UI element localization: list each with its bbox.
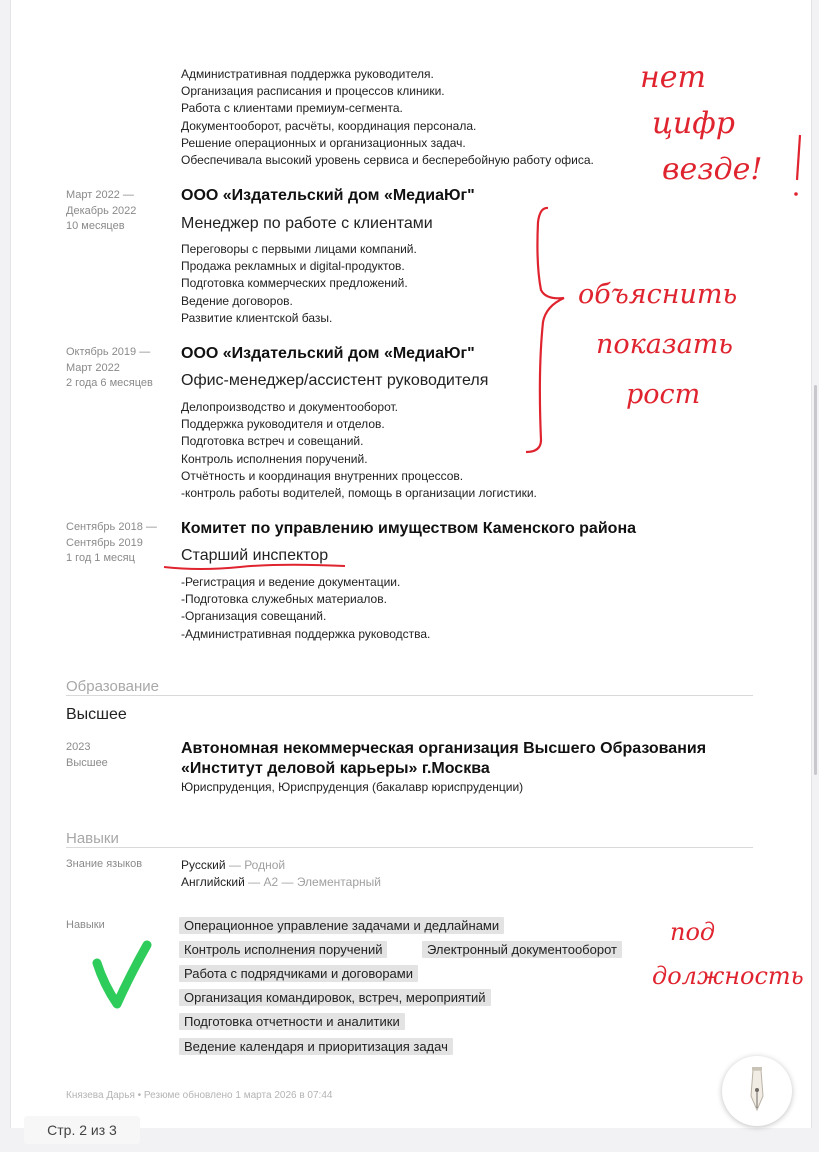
institution-line: «Институт деловой карьеры» г.Москва [181,760,490,777]
education-level: Высшее [66,706,127,723]
duty-line: Поддержка руководителя и отделов. [181,417,385,432]
period-start: Октябрь 2019 — [66,346,151,358]
job-position: Менеджер по работе с клиентами [181,215,433,232]
handwritten-note-growth [578,270,737,420]
company-name: Комитет по управлению имуществом Каменского района [181,520,636,537]
duty-line: Отчётность и координация внутренних процессов. [181,468,464,483]
note-line: рост [626,379,701,410]
job-position: Офис-менеджер/ассистент руководителя [181,372,489,389]
language-level: A2 — Элементарный [263,875,381,889]
skill-tag: Операционное управление задачами и дедлайнами [179,917,504,934]
education-year: 2023 [66,741,91,753]
institution-line: Автономная некоммерческая организация Высшего Образования [181,740,707,757]
resume-footer: Князева Дарья • Резюме обновлено 1 марта 2026 в 07:44 [66,1090,333,1101]
education-section-title: Образование [66,678,159,695]
duty-line: Развитие клиентской базы. [181,310,333,325]
skill-tag: Организация командировок, встреч, мероприятий [179,989,491,1006]
handwritten-note-position [652,910,804,998]
language-name: Русский [181,858,226,872]
language-dash: — [244,875,264,889]
company-name: ООО «Издательский дом «МедиаЮг" [181,345,475,362]
page-indicator: Стр. 2 из 3 [24,1116,140,1144]
handwritten-note-numbers [640,55,762,193]
note-line: нет [640,60,706,95]
education-degree-label: Высшее [66,756,108,769]
duty-line: Делопроизводство и документооборот. [181,400,399,414]
skill-tag: Контроль исполнения поручений [179,941,387,958]
language-dash: — [225,858,245,872]
skills-section-title: Навыки [66,830,119,847]
duty-line: -Организация совещаний. [181,609,327,624]
bracket-mark [526,208,564,452]
skill-tag: Работа с подрядчиками и договорами [179,965,418,982]
period-end: Сентябрь 2019 [66,536,143,549]
period-start: Март 2022 — [66,189,134,201]
duty-line: Переговоры с первыми лицами компаний. [181,242,417,256]
exclamation-dot [794,192,798,196]
note-line: цифр [652,106,735,141]
duty-line: Работа с клиентами премиум-сегмента. [181,101,403,116]
duty-line: Организация расписания и процессов клиники. [181,84,445,99]
duty-line: -Регистрация и ведение документации. [181,575,401,589]
period-duration: 10 месяцев [66,220,125,232]
note-line: везде! [662,152,763,187]
period-duration: 1 год 1 месяц [66,552,135,564]
duty-line: -контроль работы водителей, помощь в организации логистики. [181,486,537,501]
duty-line: -Подготовка служебных материалов. [181,592,387,607]
skill-tag: Подготовка отчетности и аналитики [179,1013,405,1030]
exclamation-stroke [797,135,800,180]
duty-line: Обеспечивала высокий уровень сервиса и бесперебойную работу офиса. [181,153,594,168]
languages-label: Знание языков [66,858,143,870]
note-line: объяснить [578,279,738,310]
period-end: Март 2022 [66,361,120,374]
duty-line: Продажа рекламных и digital-продуктов. [181,259,405,274]
duty-line: Контроль исполнения поручений. [181,451,368,466]
language-level: Родной [244,858,286,872]
underline-mark [164,565,345,569]
note-line: показать [596,329,733,360]
language-name: Английский [181,875,245,889]
duty-line: Решение операционных и организационных задач. [181,135,466,150]
duty-line: -Административная поддержка руководства. [181,626,431,641]
job-position: Старший инспектор [181,547,329,564]
period-duration: 2 года 6 месяцев [66,377,153,389]
duty-line: Подготовка встреч и совещаний. [181,434,364,449]
duty-line: Документооборот, расчёты, координация персонала. [181,118,477,133]
period-start: Сентябрь 2018 — [66,521,157,533]
note-line: под [670,918,716,946]
checkmark-icon [97,945,147,1004]
skills-label: Навыки [66,919,105,931]
period-end: Декабрь 2022 [66,204,137,217]
education-specialty: Юриспруденция, Юриспруденция (бакалавр юриспруденции) [181,780,524,794]
company-name: ООО «Издательский дом «МедиаЮг" [181,187,475,204]
note-line: должность [652,962,804,990]
skill-tag: Ведение календаря и приоритизация задач [179,1038,453,1055]
duty-line: Подготовка коммерческих предложений. [181,276,408,291]
skill-tag: Электронный документооборот [422,941,622,958]
duty-line: Административная поддержка руководителя. [181,67,434,81]
duty-line: Ведение договоров. [181,293,293,308]
